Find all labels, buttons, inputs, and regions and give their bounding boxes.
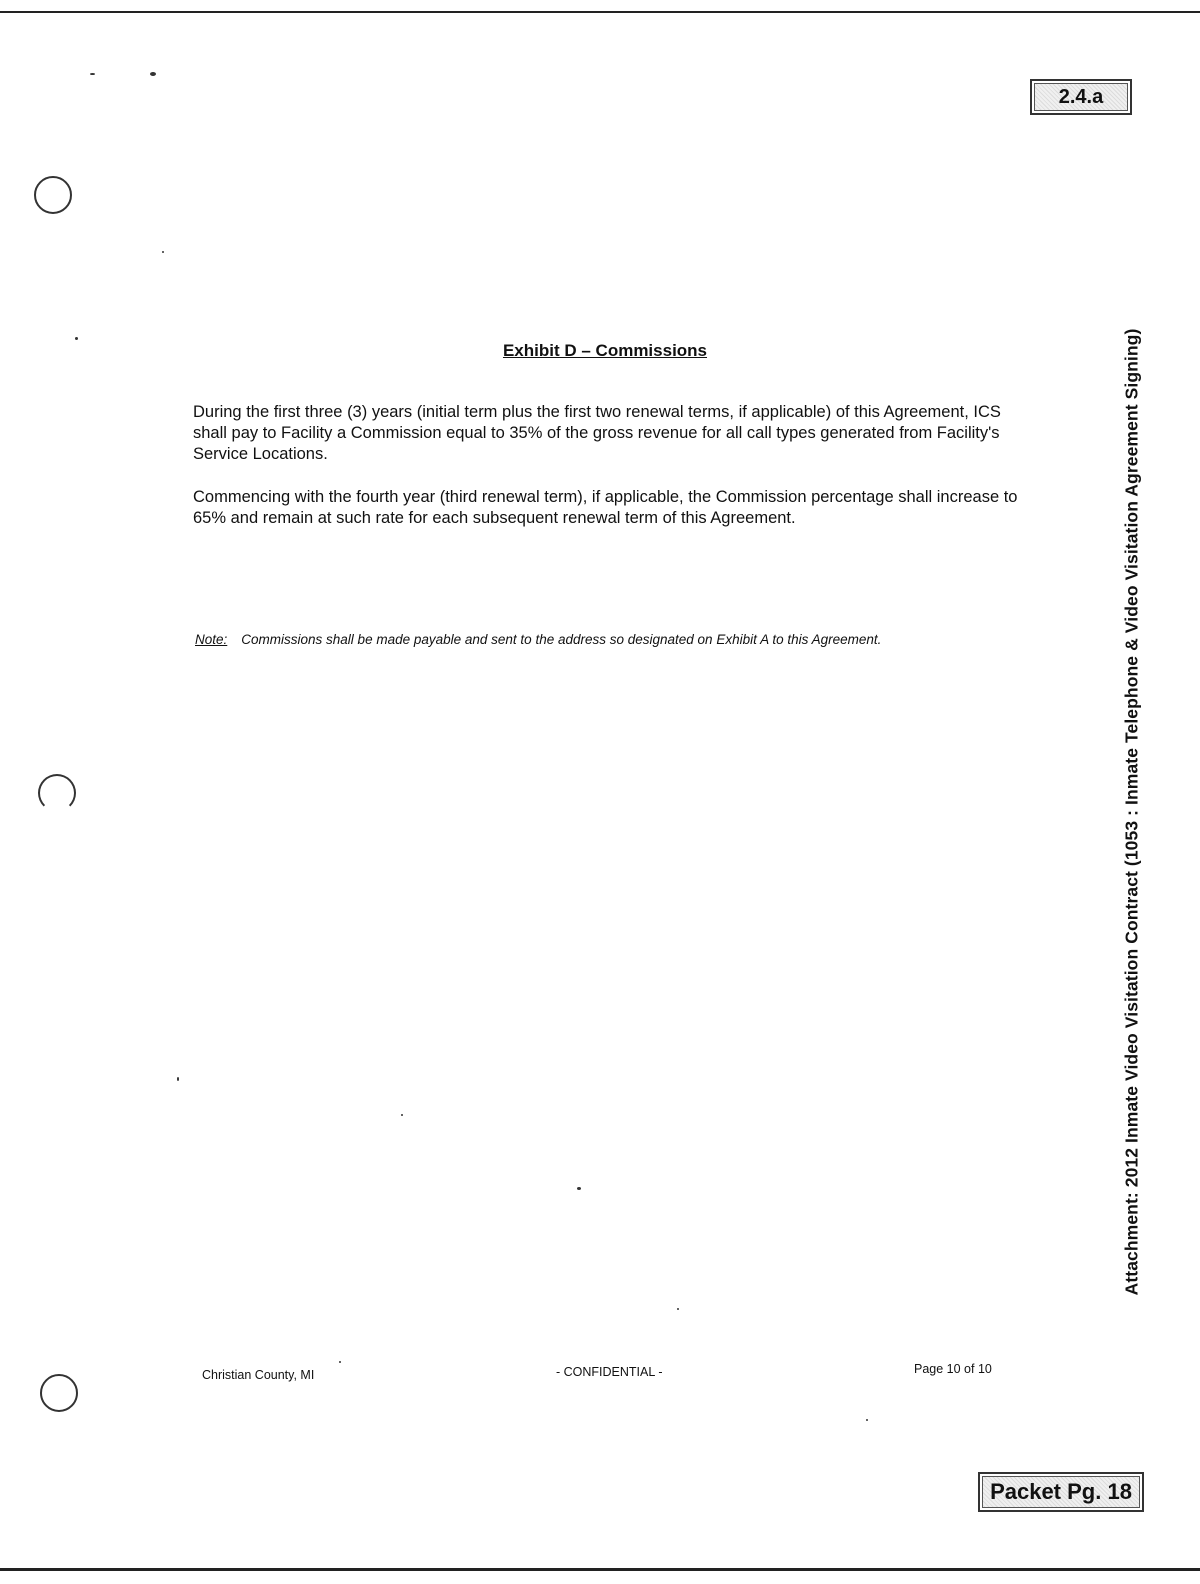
punch-hole-top	[34, 176, 72, 214]
punch-hole-middle	[38, 774, 76, 812]
item-number-stamp: 2.4.a	[1030, 79, 1132, 115]
packet-page-stamp: Packet Pg. 18	[978, 1472, 1144, 1512]
scan-speck	[150, 72, 156, 76]
footer-page-number: Page 10 of 10	[914, 1362, 992, 1376]
scan-speck	[401, 1114, 403, 1116]
note-label: Note:	[195, 632, 228, 647]
commission-paragraph-renewal: Commencing with the fourth year (third renewal term), if applicable, the Commission percentage shall increase to 65% and remain at such rate for each subsequent renewal term of this Agreement.	[193, 488, 1018, 527]
scan-speck	[75, 337, 78, 340]
punch-hole-bottom	[40, 1374, 78, 1412]
bottom-scan-border	[0, 1568, 1200, 1571]
attachment-side-label: Attachment: 2012 Inmate Video Visitation Contract (1053 : Inmate Telephone & Video Visitation Agreement Signing)	[1121, 328, 1142, 1296]
note-text: Commissions shall be made payable and sent to the address so designated on Exhibit A to this Agreement.	[241, 632, 882, 647]
scan-speck	[90, 73, 95, 75]
scan-speck	[339, 1361, 341, 1363]
payment-note	[195, 632, 1035, 647]
scan-speck	[866, 1419, 868, 1421]
scan-speck	[677, 1308, 679, 1310]
footer-confidential: - CONFIDENTIAL -	[556, 1365, 663, 1379]
scan-speck	[577, 1187, 581, 1190]
top-scan-border	[0, 11, 1200, 13]
footer-county: Christian County, MI	[202, 1368, 315, 1382]
commission-paragraph-initial: During the first three (3) years (initial term plus the first two renewal terms, if applicable) of this Agreement, ICS shall pay to Facility a Commission equal to 35% of the gross revenue for all call types generated from Facility's Service Locations.	[193, 403, 1001, 463]
exhibit-title: Exhibit D – Commissions	[502, 341, 708, 360]
scan-speck	[177, 1077, 179, 1081]
scan-speck	[162, 251, 164, 253]
